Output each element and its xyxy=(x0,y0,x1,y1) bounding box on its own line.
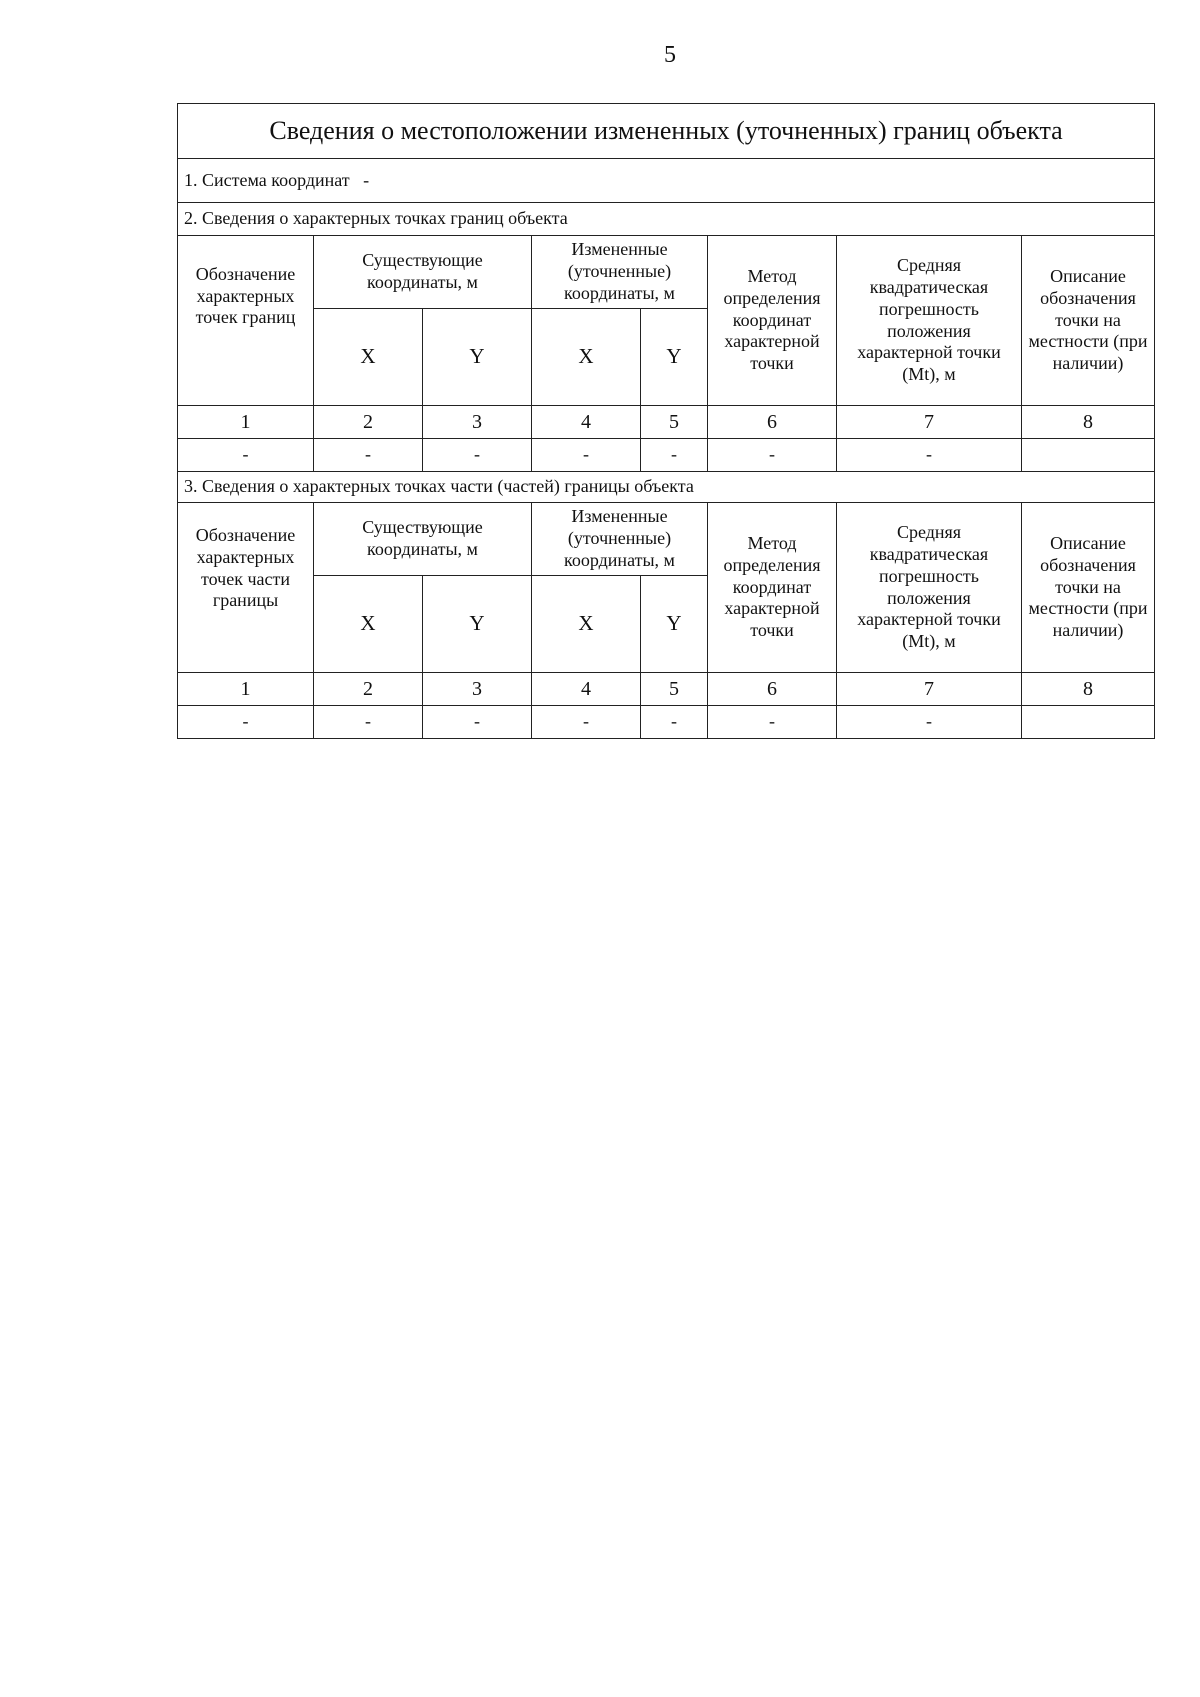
header-existing-coordinates: Существующие координаты, м xyxy=(314,236,532,309)
header-description: Описание обозначения точки на местности (при наличии) xyxy=(1022,503,1155,673)
column-number: 2 xyxy=(314,406,423,439)
table-cell: - xyxy=(708,439,837,472)
column-number: 8 xyxy=(1022,673,1155,706)
table-cell: - xyxy=(178,439,314,472)
header-changed-x: X xyxy=(532,576,641,673)
header-existing-x: X xyxy=(314,309,423,406)
table-cell: - xyxy=(314,706,423,739)
column-number: 5 xyxy=(641,673,708,706)
column-number: 3 xyxy=(423,406,532,439)
column-number: 8 xyxy=(1022,406,1155,439)
column-number: 5 xyxy=(641,406,708,439)
column-number: 6 xyxy=(708,406,837,439)
column-number-row xyxy=(178,673,1155,706)
section-3-heading: 3. Сведения о характерных точках части (частей) границы объекта xyxy=(178,472,1155,503)
table-cell xyxy=(1022,439,1155,472)
section-2-heading: 2. Сведения о характерных точках границ объекта xyxy=(178,203,1155,236)
header-existing-x: X xyxy=(314,576,423,673)
column-number: 7 xyxy=(837,406,1022,439)
page-number: 5 xyxy=(664,42,676,68)
column-number: 2 xyxy=(314,673,423,706)
column-number: 1 xyxy=(178,673,314,706)
coordinate-system-label: 1. Система координат xyxy=(184,169,350,190)
header-description: Описание обозначения точки на местности (при наличии) xyxy=(1022,236,1155,406)
column-number: 3 xyxy=(423,673,532,706)
header-accuracy: Средняя квадратическая погрешность положения характерной точки (Mt), м xyxy=(837,503,1022,673)
table-cell: - xyxy=(641,706,708,739)
table-cell: - xyxy=(708,706,837,739)
header-method: Метод определения координат характерной точки xyxy=(708,236,837,406)
header-existing-coordinates: Существующие координаты, м xyxy=(314,503,532,576)
table-title: Сведения о местоположении измененных (уточненных) границ объекта xyxy=(178,104,1155,159)
table-cell: - xyxy=(423,439,532,472)
column-number: 7 xyxy=(837,673,1022,706)
header-point-designation: Обозначение характерных точек границ xyxy=(178,236,314,406)
header-existing-y: Y xyxy=(423,576,532,673)
header-changed-y: Y xyxy=(641,576,708,673)
table-cell: - xyxy=(641,439,708,472)
table-cell: - xyxy=(837,439,1022,472)
table-cell: - xyxy=(423,706,532,739)
header-existing-y: Y xyxy=(423,309,532,406)
header-changed-coordinates: Измененные (уточненные) координаты, м xyxy=(532,236,708,309)
table-cell: - xyxy=(532,439,641,472)
header-method: Метод определения координат характерной точки xyxy=(708,503,837,673)
header-accuracy: Средняя квадратическая погрешность положения характерной точки (Mt), м xyxy=(837,236,1022,406)
table-cell: - xyxy=(178,706,314,739)
table-cell: - xyxy=(837,706,1022,739)
header-changed-y: Y xyxy=(641,309,708,406)
table-row xyxy=(178,439,1155,472)
table-cell xyxy=(1022,706,1155,739)
boundary-info-table xyxy=(177,103,1155,739)
column-number-row xyxy=(178,406,1155,439)
column-number: 6 xyxy=(708,673,837,706)
coordinate-system-row xyxy=(178,159,1155,203)
header-changed-x: X xyxy=(532,309,641,406)
header-part-point-designation: Обозначение характерных точек части границы xyxy=(178,503,314,673)
column-number: 4 xyxy=(532,673,641,706)
table-row xyxy=(178,706,1155,739)
column-number: 1 xyxy=(178,406,314,439)
table-cell: - xyxy=(532,706,641,739)
column-number: 4 xyxy=(532,406,641,439)
coordinate-system-value: - xyxy=(363,169,370,190)
header-changed-coordinates: Измененные (уточненные) координаты, м xyxy=(532,503,708,576)
table-cell: - xyxy=(314,439,423,472)
